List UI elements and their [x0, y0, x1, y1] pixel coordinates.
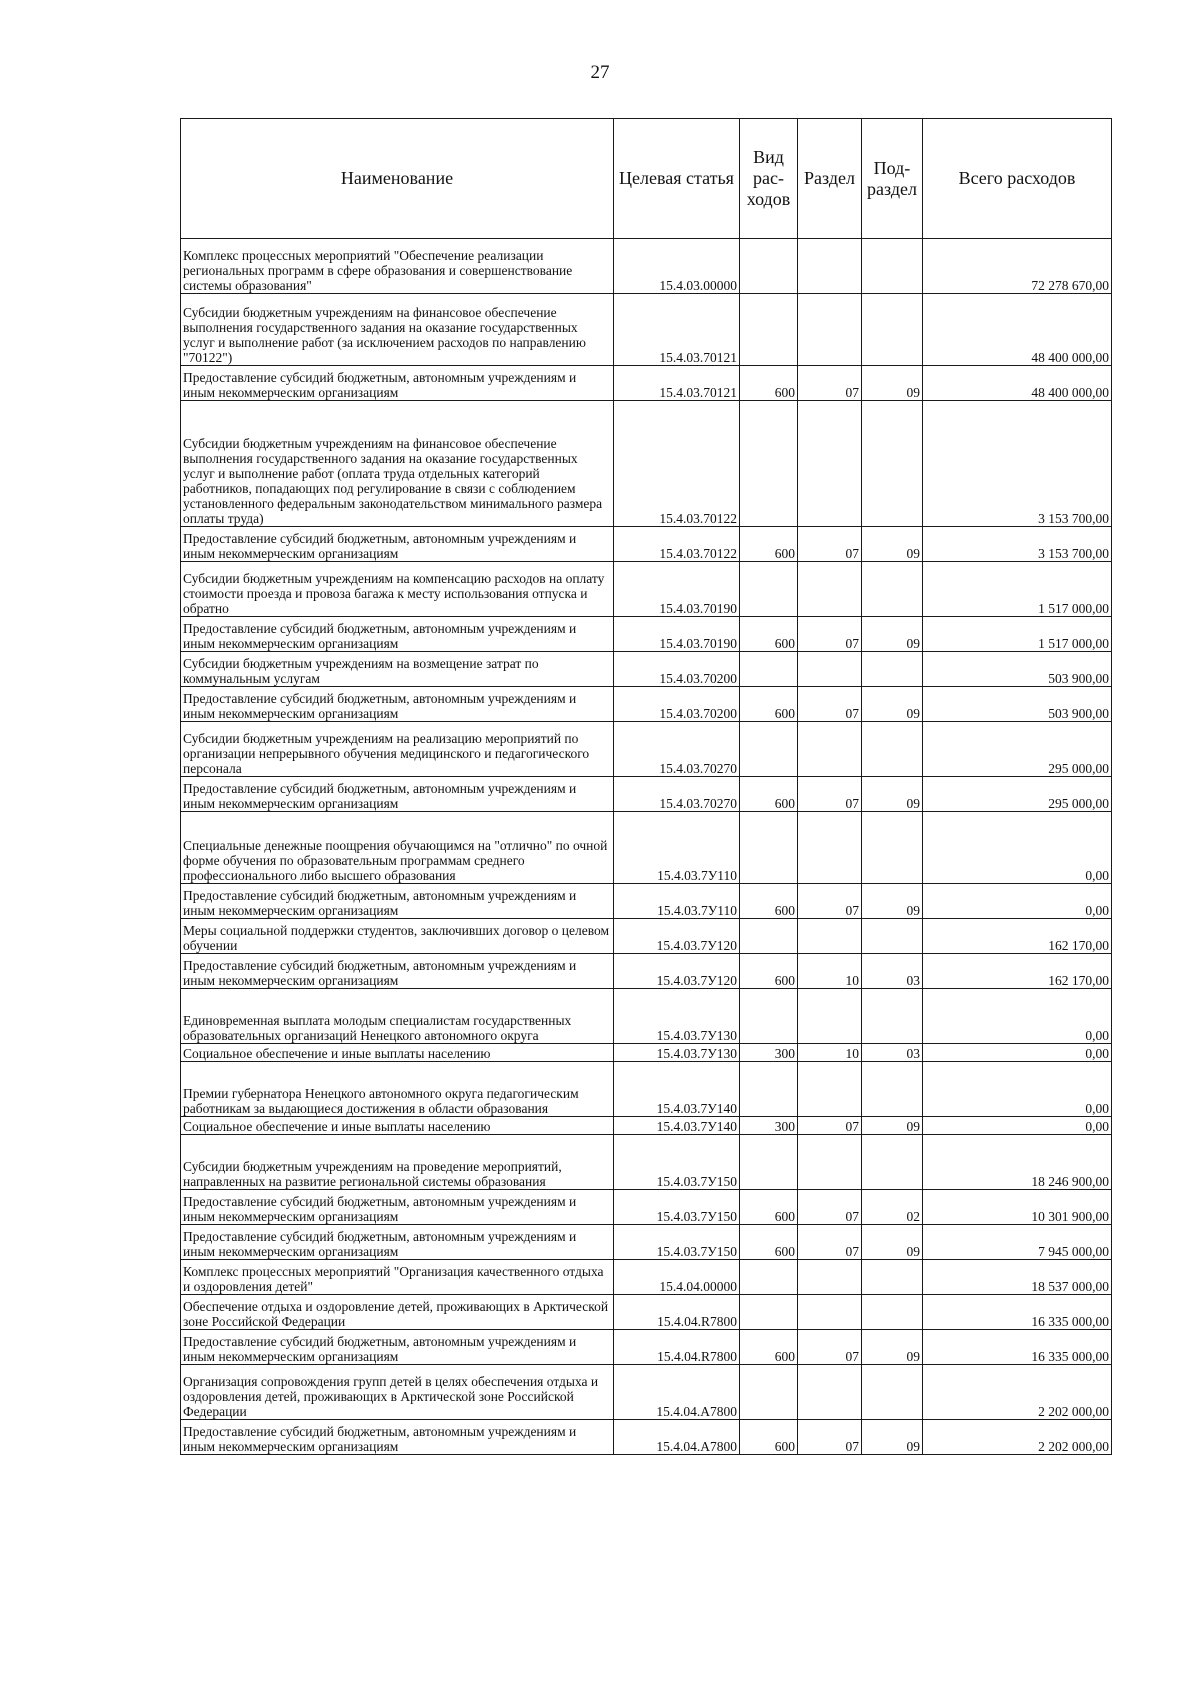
table-row: [181, 1225, 1112, 1260]
table-row: [181, 366, 1112, 401]
row-name-cell: Предоставление субсидий бюджетным, автономным учреждениям и иным некоммерческим организациям: [181, 617, 614, 652]
table-row: [181, 1135, 1112, 1190]
row-code-cell: 15.4.04.00000: [614, 1260, 740, 1295]
row-name-cell: Предоставление субсидий бюджетным, автономным учреждениям и иным некоммерческим организациям: [181, 687, 614, 722]
row-kind-cell: [740, 1295, 798, 1330]
table-row: [181, 812, 1112, 884]
row-subsection-cell: 03: [862, 1044, 923, 1062]
row-code-cell: 15.4.03.7У130: [614, 989, 740, 1044]
table-row: [181, 1062, 1112, 1117]
table-row: [181, 954, 1112, 989]
col-header-subsection: Под- раздел: [862, 119, 923, 239]
row-name-cell: Предоставление субсидий бюджетным, автономным учреждениям и иным некоммерческим организациям: [181, 777, 614, 812]
col-header-total: Всего расходов: [923, 119, 1112, 239]
row-section-cell: [798, 1365, 862, 1420]
row-subsection-cell: [862, 294, 923, 366]
table-row: [181, 722, 1112, 777]
row-code-cell: 15.4.03.7У150: [614, 1190, 740, 1225]
row-section-cell: [798, 401, 862, 527]
row-total-cell: 0,00: [923, 1117, 1112, 1135]
row-subsection-cell: 09: [862, 777, 923, 812]
row-kind-cell: 600: [740, 884, 798, 919]
row-code-cell: 15.4.03.7У140: [614, 1062, 740, 1117]
col-header-section: Раздел: [798, 119, 862, 239]
row-subsection-cell: 09: [862, 366, 923, 401]
row-name-cell: Организация сопровождения групп детей в целях обеспечения отдыха и оздоровления детей, проживающих в Арктической зоне Российской Федерации: [181, 1365, 614, 1420]
row-total-cell: 162 170,00: [923, 919, 1112, 954]
row-section-cell: [798, 1135, 862, 1190]
row-kind-cell: [740, 812, 798, 884]
row-subsection-cell: [862, 722, 923, 777]
row-subsection-cell: [862, 1135, 923, 1190]
table-row: [181, 777, 1112, 812]
row-section-cell: 07: [798, 617, 862, 652]
table-row: [181, 294, 1112, 366]
row-name-cell: Комплекс процессных мероприятий "Обеспечение реализации региональных программ в сфере образования и совершенствование системы образования": [181, 239, 614, 294]
table-row: [181, 1190, 1112, 1225]
row-kind-cell: [740, 1365, 798, 1420]
table-row: [181, 562, 1112, 617]
row-total-cell: 0,00: [923, 1062, 1112, 1117]
row-name-cell: Премии губернатора Ненецкого автономного округа педагогическим работникам за выдающиеся достижения в области образования: [181, 1062, 614, 1117]
table-row: [181, 1117, 1112, 1135]
row-subsection-cell: 09: [862, 1225, 923, 1260]
row-code-cell: 15.4.04.R7800: [614, 1295, 740, 1330]
row-name-cell: Единовременная выплата молодым специалистам государственных образовательных организаций Ненецкого автономного округа: [181, 989, 614, 1044]
table-row: [181, 1420, 1112, 1455]
row-section-cell: [798, 1260, 862, 1295]
row-name-cell: Субсидии бюджетным учреждениям на возмещение затрат по коммунальным услугам: [181, 652, 614, 687]
row-kind-cell: 600: [740, 617, 798, 652]
row-name-cell: Меры социальной поддержки студентов, заключивших договор о целевом обучении: [181, 919, 614, 954]
row-section-cell: 07: [798, 884, 862, 919]
row-name-cell: Предоставление субсидий бюджетным, автономным учреждениям и иным некоммерческим организациям: [181, 527, 614, 562]
table-row: [181, 527, 1112, 562]
table-body: [181, 239, 1112, 1455]
row-subsection-cell: [862, 1365, 923, 1420]
row-code-cell: 15.4.04.R7800: [614, 1330, 740, 1365]
table-row: [181, 1260, 1112, 1295]
row-total-cell: 0,00: [923, 989, 1112, 1044]
row-total-cell: 16 335 000,00: [923, 1295, 1112, 1330]
row-subsection-cell: 02: [862, 1190, 923, 1225]
row-kind-cell: [740, 294, 798, 366]
row-section-cell: [798, 722, 862, 777]
row-total-cell: 0,00: [923, 1044, 1112, 1062]
row-section-cell: 07: [798, 777, 862, 812]
row-kind-cell: [740, 1062, 798, 1117]
row-total-cell: 2 202 000,00: [923, 1365, 1112, 1420]
row-code-cell: 15.4.03.70121: [614, 294, 740, 366]
row-section-cell: 10: [798, 1044, 862, 1062]
row-code-cell: 15.4.03.7У130: [614, 1044, 740, 1062]
row-kind-cell: 600: [740, 527, 798, 562]
row-total-cell: 1 517 000,00: [923, 617, 1112, 652]
row-code-cell: 15.4.03.7У150: [614, 1135, 740, 1190]
row-subsection-cell: [862, 812, 923, 884]
row-subsection-cell: 09: [862, 687, 923, 722]
row-section-cell: 07: [798, 1420, 862, 1455]
row-total-cell: 16 335 000,00: [923, 1330, 1112, 1365]
row-name-cell: Предоставление субсидий бюджетным, автономным учреждениям и иным некоммерческим организациям: [181, 884, 614, 919]
row-subsection-cell: 09: [862, 1330, 923, 1365]
row-section-cell: 07: [798, 687, 862, 722]
row-kind-cell: 600: [740, 777, 798, 812]
row-name-cell: Субсидии бюджетным учреждениям на проведение мероприятий, направленных на развитие региональной системы образования: [181, 1135, 614, 1190]
row-total-cell: 2 202 000,00: [923, 1420, 1112, 1455]
row-section-cell: [798, 1062, 862, 1117]
row-total-cell: 48 400 000,00: [923, 366, 1112, 401]
row-kind-cell: 600: [740, 1330, 798, 1365]
table-row: [181, 1330, 1112, 1365]
row-kind-cell: [740, 1260, 798, 1295]
row-total-cell: 503 900,00: [923, 652, 1112, 687]
row-total-cell: 0,00: [923, 812, 1112, 884]
row-total-cell: 7 945 000,00: [923, 1225, 1112, 1260]
row-name-cell: Субсидии бюджетным учреждениям на финансовое обеспечение выполнения государственного задания на оказание государственных услуг и выполнение работ (оплата труда отдельных категорий работников, попадающих под регулирование в связи с соблюдением установленного федеральным законодательством минимального размера оплаты труда): [181, 401, 614, 527]
row-section-cell: [798, 294, 862, 366]
row-subsection-cell: 03: [862, 954, 923, 989]
row-section-cell: 07: [798, 1190, 862, 1225]
row-code-cell: 15.4.03.70200: [614, 687, 740, 722]
row-code-cell: 15.4.03.70121: [614, 366, 740, 401]
row-total-cell: 503 900,00: [923, 687, 1112, 722]
row-code-cell: 15.4.03.70122: [614, 527, 740, 562]
row-code-cell: 15.4.03.70190: [614, 617, 740, 652]
row-kind-cell: [740, 919, 798, 954]
row-code-cell: 15.4.04.А7800: [614, 1420, 740, 1455]
row-total-cell: 3 153 700,00: [923, 401, 1112, 527]
row-kind-cell: [740, 989, 798, 1044]
row-section-cell: [798, 989, 862, 1044]
table-row: [181, 919, 1112, 954]
page-number: 27: [590, 62, 610, 83]
row-total-cell: 295 000,00: [923, 777, 1112, 812]
row-kind-cell: [740, 722, 798, 777]
row-name-cell: Субсидии бюджетным учреждениям на реализацию мероприятий по организации непрерывного обучения медицинского и педагогического персонала: [181, 722, 614, 777]
row-code-cell: 15.4.03.70200: [614, 652, 740, 687]
row-subsection-cell: 09: [862, 527, 923, 562]
col-header-name: Наименование: [181, 119, 614, 239]
table-row: [181, 989, 1112, 1044]
row-name-cell: Предоставление субсидий бюджетным, автономным учреждениям и иным некоммерческим организациям: [181, 1225, 614, 1260]
row-section-cell: [798, 1295, 862, 1330]
row-subsection-cell: [862, 401, 923, 527]
row-total-cell: 18 246 900,00: [923, 1135, 1112, 1190]
row-total-cell: 1 517 000,00: [923, 562, 1112, 617]
table-header-row: [181, 119, 1112, 239]
row-kind-cell: 600: [740, 954, 798, 989]
row-code-cell: 15.4.03.70190: [614, 562, 740, 617]
row-section-cell: 07: [798, 1330, 862, 1365]
col-header-target: Целевая статья: [614, 119, 740, 239]
row-kind-cell: [740, 652, 798, 687]
row-code-cell: 15.4.03.70270: [614, 777, 740, 812]
row-section-cell: [798, 919, 862, 954]
row-name-cell: Предоставление субсидий бюджетным, автономным учреждениям и иным некоммерческим организациям: [181, 1420, 614, 1455]
table-row: [181, 1044, 1112, 1062]
row-section-cell: [798, 562, 862, 617]
row-subsection-cell: [862, 1260, 923, 1295]
col-header-kind: Вид рас- ходов: [740, 119, 798, 239]
row-kind-cell: [740, 239, 798, 294]
row-total-cell: 162 170,00: [923, 954, 1112, 989]
row-name-cell: Обеспечение отдыха и оздоровление детей, проживающих в Арктической зоне Российской Федерации: [181, 1295, 614, 1330]
row-subsection-cell: 09: [862, 1420, 923, 1455]
row-kind-cell: [740, 562, 798, 617]
row-subsection-cell: 09: [862, 617, 923, 652]
table-row: [181, 401, 1112, 527]
row-code-cell: 15.4.04.А7800: [614, 1365, 740, 1420]
row-name-cell: Предоставление субсидий бюджетным, автономным учреждениям и иным некоммерческим организациям: [181, 1190, 614, 1225]
row-section-cell: 07: [798, 1117, 862, 1135]
row-section-cell: 07: [798, 366, 862, 401]
row-code-cell: 15.4.03.7У140: [614, 1117, 740, 1135]
row-kind-cell: 600: [740, 1190, 798, 1225]
row-kind-cell: 600: [740, 1420, 798, 1455]
row-name-cell: Предоставление субсидий бюджетным, автономным учреждениям и иным некоммерческим организациям: [181, 1330, 614, 1365]
row-section-cell: 07: [798, 527, 862, 562]
row-subsection-cell: [862, 652, 923, 687]
table-row: [181, 1365, 1112, 1420]
row-code-cell: 15.4.03.7У120: [614, 919, 740, 954]
row-code-cell: 15.4.03.7У110: [614, 812, 740, 884]
row-code-cell: 15.4.03.7У150: [614, 1225, 740, 1260]
table-row: [181, 687, 1112, 722]
row-name-cell: Социальное обеспечение и иные выплаты населению: [181, 1117, 614, 1135]
row-subsection-cell: [862, 919, 923, 954]
row-code-cell: 15.4.03.70122: [614, 401, 740, 527]
row-name-cell: Субсидии бюджетным учреждениям на компенсацию расходов на оплату стоимости проезда и провоза багажа к месту использования отпуска и обратно: [181, 562, 614, 617]
row-code-cell: 15.4.03.7У120: [614, 954, 740, 989]
row-kind-cell: 300: [740, 1044, 798, 1062]
row-name-cell: Специальные денежные поощрения обучающимся на "отлично" по очной форме обучения по образовательным программам среднего профессионального либо высшего образования: [181, 812, 614, 884]
row-subsection-cell: [862, 1295, 923, 1330]
row-subsection-cell: 09: [862, 1117, 923, 1135]
row-section-cell: [798, 239, 862, 294]
row-name-cell: Субсидии бюджетным учреждениям на финансовое обеспечение выполнения государственного задания на оказание государственных услуг и выполнение работ (за исключением расходов по направлению "70122"): [181, 294, 614, 366]
row-total-cell: 10 301 900,00: [923, 1190, 1112, 1225]
row-total-cell: 48 400 000,00: [923, 294, 1112, 366]
table-row: [181, 1295, 1112, 1330]
row-section-cell: 07: [798, 1225, 862, 1260]
row-code-cell: 15.4.03.00000: [614, 239, 740, 294]
row-kind-cell: 300: [740, 1117, 798, 1135]
row-subsection-cell: [862, 562, 923, 617]
row-total-cell: 18 537 000,00: [923, 1260, 1112, 1295]
row-total-cell: 72 278 670,00: [923, 239, 1112, 294]
row-total-cell: 3 153 700,00: [923, 527, 1112, 562]
row-name-cell: Предоставление субсидий бюджетным, автономным учреждениям и иным некоммерческим организациям: [181, 366, 614, 401]
table-row: [181, 239, 1112, 294]
budget-table: [180, 118, 1112, 1455]
row-subsection-cell: 09: [862, 884, 923, 919]
row-code-cell: 15.4.03.70270: [614, 722, 740, 777]
row-section-cell: [798, 652, 862, 687]
row-kind-cell: 600: [740, 366, 798, 401]
row-name-cell: Комплекс процессных мероприятий "Организация качественного отдыха и оздоровления детей": [181, 1260, 614, 1295]
row-subsection-cell: [862, 239, 923, 294]
row-kind-cell: [740, 1135, 798, 1190]
row-subsection-cell: [862, 989, 923, 1044]
table-row: [181, 617, 1112, 652]
table-row: [181, 884, 1112, 919]
table-row: [181, 652, 1112, 687]
row-total-cell: 0,00: [923, 884, 1112, 919]
row-kind-cell: 600: [740, 1225, 798, 1260]
row-code-cell: 15.4.03.7У110: [614, 884, 740, 919]
row-kind-cell: 600: [740, 687, 798, 722]
row-subsection-cell: [862, 1062, 923, 1117]
row-name-cell: Предоставление субсидий бюджетным, автономным учреждениям и иным некоммерческим организациям: [181, 954, 614, 989]
row-section-cell: [798, 812, 862, 884]
row-kind-cell: [740, 401, 798, 527]
row-name-cell: Социальное обеспечение и иные выплаты населению: [181, 1044, 614, 1062]
row-section-cell: 10: [798, 954, 862, 989]
row-total-cell: 295 000,00: [923, 722, 1112, 777]
